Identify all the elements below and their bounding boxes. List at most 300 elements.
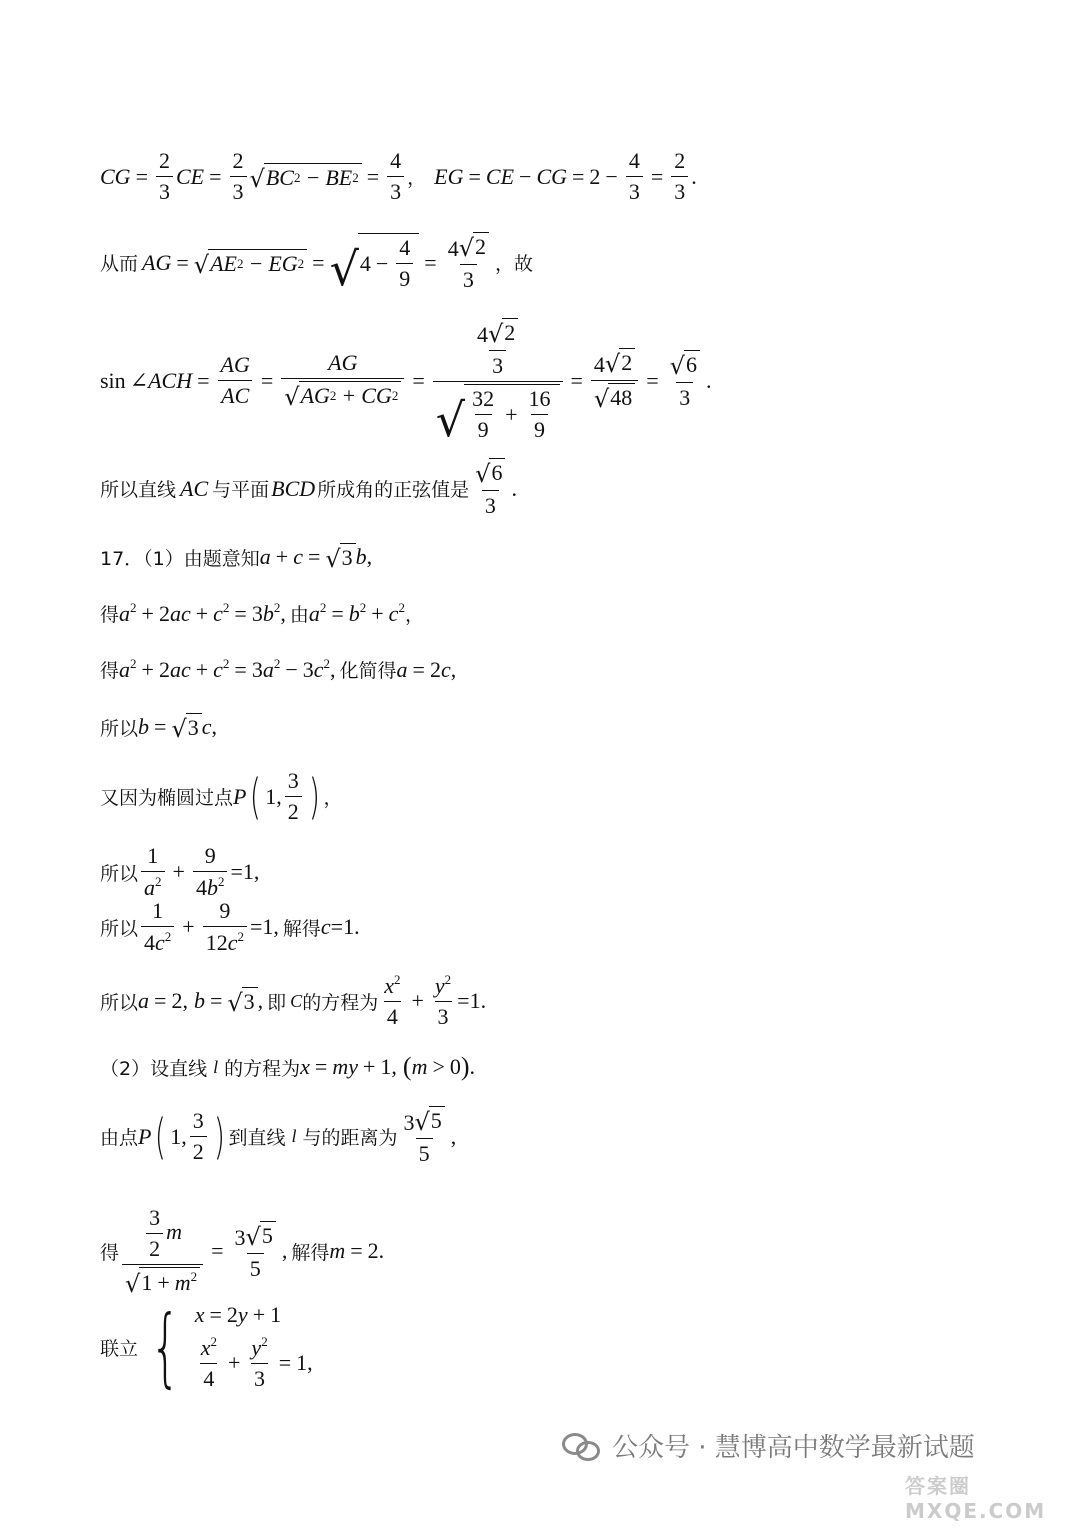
fraction <box>591 348 638 413</box>
expr: $c^2$ <box>213 600 230 626</box>
den: 3 <box>489 350 506 379</box>
sqrt <box>488 318 518 346</box>
sqrt-body: 1 + $m^2$ <box>139 1267 200 1296</box>
op: > <box>432 1054 445 1079</box>
text: 所以 <box>100 991 139 1014</box>
den: $12c^2$ <box>203 926 247 956</box>
text: 的方程为 <box>302 991 379 1014</box>
num: 2 <box>429 656 441 682</box>
op: + <box>172 859 185 884</box>
op: = <box>135 163 148 189</box>
num-4: 4 <box>447 236 459 261</box>
num <box>468 318 527 381</box>
equation-solve-c <box>100 898 360 956</box>
equation-simplify <box>100 656 456 683</box>
sqrt-body: 3 <box>340 543 356 571</box>
num: 4 <box>399 235 411 260</box>
den: 4 <box>384 1001 401 1030</box>
den: 5 <box>416 1138 433 1167</box>
op: = <box>234 600 247 626</box>
op: − <box>519 163 532 189</box>
var-eg: EG <box>268 250 298 276</box>
op: = <box>572 163 585 189</box>
problem-17-part2 <box>100 1052 475 1082</box>
comma: , <box>280 600 286 626</box>
num: AG <box>220 352 250 377</box>
equation-b <box>100 713 217 741</box>
comma: , <box>330 656 336 682</box>
sqrt-body: 2 <box>502 318 518 346</box>
sqrt-body: 5 <box>429 1106 445 1134</box>
comma: , <box>281 1238 288 1263</box>
sqrt <box>329 233 420 296</box>
num: 3 <box>287 768 299 793</box>
op: − <box>285 656 298 682</box>
num: 2 <box>158 656 170 682</box>
fraction <box>203 898 247 956</box>
equation-substitute <box>100 843 259 901</box>
var-l: l <box>291 1126 297 1146</box>
sqrt <box>475 458 505 486</box>
var-be: BE <box>325 164 353 190</box>
op: = <box>650 163 664 189</box>
fraction <box>122 1205 203 1297</box>
comma: ， <box>407 167 427 189</box>
op: = <box>209 988 223 1013</box>
text: 与平面 <box>212 479 270 501</box>
right-paren: ) <box>308 768 320 825</box>
sqrt <box>414 1106 444 1134</box>
text: 即 <box>267 991 287 1014</box>
sqrt <box>670 350 700 378</box>
var-bcd: BCD <box>271 475 316 501</box>
fraction <box>400 1106 447 1167</box>
num: 2 <box>674 148 686 173</box>
text: 由点 <box>100 1127 139 1149</box>
sqrt-body: 2 <box>619 348 635 376</box>
equals-one: =1. <box>457 988 487 1013</box>
op: − <box>248 250 264 276</box>
op: + <box>182 914 195 939</box>
op: = <box>307 544 321 569</box>
radical-sign: √ <box>604 350 621 378</box>
expr: m <box>411 1054 428 1079</box>
text: 从而 <box>100 253 139 275</box>
den: 3 <box>460 264 477 293</box>
text: （2）设直线 <box>100 1057 208 1080</box>
den: $4b^2$ <box>193 871 228 901</box>
den: 3 <box>676 382 693 411</box>
op: + <box>362 1054 376 1079</box>
conclusion-sine <box>100 458 517 519</box>
sin: sin <box>100 367 126 393</box>
distance-condition <box>100 1106 456 1167</box>
num: 2 <box>158 148 170 173</box>
expr: a <box>138 988 150 1013</box>
text: 解得 <box>282 917 321 940</box>
den: 9 <box>475 414 492 443</box>
den: 2 <box>285 796 302 825</box>
op: = <box>260 367 274 393</box>
op: = <box>412 656 425 682</box>
radical-sign: √ <box>193 250 210 279</box>
num: AG <box>328 350 358 375</box>
op: = <box>468 163 481 189</box>
fraction <box>141 843 165 901</box>
watermark <box>562 1427 975 1464</box>
op: + <box>275 544 289 569</box>
system-rows <box>195 1302 313 1392</box>
op: = <box>314 1054 328 1079</box>
var-p: P <box>138 1123 152 1149</box>
den: 3 <box>230 176 247 205</box>
expr: $a^2$ <box>308 600 327 626</box>
fraction <box>387 148 404 205</box>
radical-sign: √ <box>227 989 243 1017</box>
comma: , <box>450 656 457 682</box>
den <box>281 378 404 411</box>
sqrt-body: 2 <box>473 232 489 260</box>
var-cg: CG <box>536 163 567 189</box>
op: + <box>195 656 209 682</box>
exp: 2 <box>391 388 399 403</box>
sqrt <box>435 384 560 447</box>
comma: , <box>257 988 264 1013</box>
num: 1, <box>265 783 282 809</box>
num <box>400 1106 447 1138</box>
paren-group: ( <box>402 1052 412 1081</box>
op: + <box>505 401 518 427</box>
equation-solve-m <box>100 1205 384 1297</box>
expr: $a^2$ <box>119 600 137 626</box>
fraction <box>474 318 521 379</box>
expr: my <box>332 1054 358 1079</box>
system-row-1: x = 2 y + 1 <box>194 1302 282 1327</box>
radical-sign: √ <box>414 1108 430 1136</box>
num: 3 <box>302 656 314 682</box>
equals-one: =1, <box>249 914 279 939</box>
den: 4 <box>200 1363 217 1392</box>
num: 3 √ 5 <box>232 1221 279 1253</box>
num: $y^2$ <box>434 972 452 998</box>
den: $4c^2$ <box>141 926 174 956</box>
text: 所以 <box>100 862 139 885</box>
num: 2 <box>171 988 183 1013</box>
num: 1, <box>170 1123 187 1149</box>
op: + <box>195 600 209 626</box>
num <box>445 232 492 264</box>
sqrt <box>125 1267 200 1296</box>
num: 2 <box>158 600 170 626</box>
watermark-text: 公众号 · 慧博高中数学最新试题 <box>612 1433 975 1463</box>
sqrt <box>194 249 307 277</box>
fraction <box>396 235 413 292</box>
equation-cg-eg <box>100 148 697 205</box>
paren-group: ) <box>460 1052 470 1081</box>
op: = <box>350 1238 363 1263</box>
text: 得 <box>100 604 120 626</box>
period: . <box>378 1238 385 1263</box>
den: 3 <box>387 176 404 205</box>
var-l: l <box>213 1056 219 1077</box>
radical-sign: √ <box>593 385 610 413</box>
radical-sign: √ <box>284 383 300 411</box>
sqrt-body: 5 <box>260 1221 276 1249</box>
fraction <box>146 1205 163 1262</box>
text: 到直线 <box>228 1127 286 1149</box>
den: $a^2$ <box>141 871 165 901</box>
comma: , <box>450 1123 457 1149</box>
var-ag: AG <box>300 383 330 408</box>
num: 3 <box>192 1108 204 1133</box>
text: 得 <box>100 660 120 682</box>
equation-expand <box>100 600 424 627</box>
den: 3 <box>626 176 643 205</box>
num <box>667 350 703 382</box>
period: . <box>691 163 697 189</box>
op: − <box>605 163 618 189</box>
var-eg: EG <box>434 163 464 189</box>
den: AC <box>218 380 252 409</box>
num: 9 <box>219 898 231 923</box>
num: 16 <box>528 386 551 411</box>
num <box>591 348 638 380</box>
fraction <box>472 458 508 519</box>
num: $y^2$ <box>251 1334 268 1360</box>
num <box>140 1205 185 1264</box>
sqrt-body <box>264 163 362 191</box>
fraction <box>671 148 688 205</box>
text: 的方程为 <box>224 1057 301 1080</box>
num: 1 <box>380 1054 392 1079</box>
comma: , <box>211 714 217 739</box>
equation-sin <box>100 318 712 447</box>
num <box>474 318 521 350</box>
angle-ach: ∠ACH <box>129 367 193 393</box>
num: 3 <box>251 656 263 682</box>
text: 与的距离为 <box>302 1127 398 1149</box>
fraction <box>198 1334 220 1392</box>
op: = <box>234 656 247 682</box>
var-bc: BC <box>265 164 294 190</box>
comma: , <box>366 544 373 569</box>
equals-one: =1. <box>330 914 360 939</box>
num: 4 <box>390 148 402 173</box>
var-cg: CG <box>100 163 131 189</box>
op: + <box>341 383 357 408</box>
period: . <box>469 1054 476 1079</box>
op: = <box>412 367 425 393</box>
comma: ， <box>404 604 424 626</box>
sqrt <box>594 383 635 411</box>
sqrt-body <box>358 233 419 292</box>
left-paren: ( <box>155 1108 167 1165</box>
expr: c <box>440 656 451 682</box>
var-a: a <box>259 544 271 569</box>
op: = <box>646 367 659 393</box>
equation-ag <box>100 232 534 296</box>
var-c: C <box>290 990 303 1011</box>
sqrt <box>250 163 362 191</box>
den: 3 <box>251 1363 268 1392</box>
expr: $a^2$ <box>119 656 137 682</box>
var-p: P <box>233 783 247 809</box>
op: = <box>176 249 189 275</box>
radical-sign: √ <box>487 320 504 348</box>
radical-sign: √ <box>475 460 491 488</box>
op: − <box>375 250 389 276</box>
den: 9 <box>531 414 548 443</box>
system-row-2: $\frac{x^2}{4}$ + $\frac{y^2}{3}$ = 1 , <box>195 1334 313 1392</box>
right-paren: ) <box>213 1108 225 1165</box>
sqrt-body: 6 <box>684 350 700 378</box>
expr: $b^2$ <box>348 600 367 626</box>
fraction <box>218 352 253 409</box>
radical-sign: √ <box>245 1222 261 1251</box>
expr: b <box>138 714 150 739</box>
comma: , <box>307 1350 313 1375</box>
comma: , <box>182 988 188 1013</box>
exp: 2 <box>297 255 305 271</box>
fraction <box>667 350 703 411</box>
brand-logo: 答案圈 MXQE.COM <box>905 1474 1047 1523</box>
comma: , <box>391 1054 397 1079</box>
comma: ， <box>323 787 343 809</box>
op: = <box>197 367 210 393</box>
fraction <box>285 768 302 825</box>
text: 解得 <box>291 1241 330 1264</box>
den: 5 <box>247 1253 264 1282</box>
expr: ac <box>169 656 191 682</box>
ellipse-equation <box>100 972 486 1030</box>
den: 2 <box>146 1233 163 1262</box>
text: 所以 <box>100 717 139 740</box>
op: + <box>411 988 424 1013</box>
fraction <box>230 148 247 205</box>
op: − <box>305 164 321 190</box>
fraction <box>433 318 563 447</box>
radical-sign: √ <box>171 715 187 743</box>
num: 1 <box>152 898 164 923</box>
num: 4 <box>628 148 640 173</box>
op: + <box>141 600 154 626</box>
fraction <box>193 843 228 901</box>
op: + <box>141 656 154 682</box>
den: 9 <box>396 263 413 292</box>
sqrt-body: 3 <box>186 713 202 741</box>
exp: 2 <box>293 169 301 185</box>
expr: m <box>329 1238 346 1263</box>
expr: x <box>300 1054 310 1079</box>
exp: 2 <box>352 169 359 185</box>
wechat-icon <box>562 1431 602 1461</box>
op: = <box>154 988 167 1013</box>
radical-sign: √ <box>458 234 475 262</box>
num: 2 <box>232 148 244 173</box>
var-ag: AG <box>142 249 172 275</box>
sqrt <box>459 232 489 260</box>
fraction <box>248 1334 270 1392</box>
var-ce: CE <box>175 163 205 189</box>
fraction <box>190 1108 207 1165</box>
var-b: b <box>355 544 367 569</box>
den: 3 <box>435 1001 452 1030</box>
expr: c <box>320 914 331 939</box>
sqrt <box>246 1221 276 1249</box>
op: = <box>312 249 325 275</box>
exp: 2 <box>329 388 337 403</box>
sqrt-body <box>299 381 402 409</box>
sqrt <box>171 713 201 741</box>
op: = <box>424 249 437 275</box>
op: = <box>331 600 344 626</box>
num: 1 <box>147 843 159 868</box>
expr: $a^2$ <box>262 656 281 682</box>
exp: 2 <box>236 255 244 271</box>
sqrt <box>227 987 257 1015</box>
sqrt-body <box>464 384 559 443</box>
den: 3 <box>482 490 499 519</box>
num: 32 <box>472 386 495 411</box>
text: 化简得 <box>339 660 397 682</box>
text: ，故 <box>495 253 534 275</box>
op: = <box>570 367 583 393</box>
left-brace: { <box>150 1297 181 1397</box>
den <box>591 380 638 413</box>
fraction <box>469 386 497 443</box>
text: 所成角的正弦值是 <box>317 479 470 501</box>
radical-sign: √ <box>249 164 265 193</box>
text: 所以直线 <box>100 479 177 501</box>
problem-17-part1 <box>100 543 372 571</box>
sqrt <box>284 381 401 409</box>
den: 3 <box>671 176 688 205</box>
radical-sign: √ <box>669 352 685 380</box>
sqrt-body: 3 <box>242 987 258 1015</box>
num-4: 4 <box>359 250 371 276</box>
expr: $c^2$ <box>213 656 230 682</box>
sqrt-body <box>208 249 307 277</box>
op: + <box>371 600 384 626</box>
sqrt <box>605 348 635 376</box>
period: . <box>511 475 517 501</box>
radical-sign: √ <box>329 242 359 296</box>
num: 9 <box>204 843 216 868</box>
var-cg: CG <box>361 383 392 408</box>
den <box>122 1264 203 1297</box>
sqrt-body: 48 <box>608 383 635 411</box>
num-4: 4 <box>476 322 488 347</box>
var-ac: AC <box>180 475 209 501</box>
sqrt-body: 6 <box>489 458 505 486</box>
expr: $c^2$ <box>313 656 330 682</box>
den <box>433 381 563 447</box>
text: 得 <box>100 1241 120 1264</box>
num: $x^2$ <box>200 1334 217 1360</box>
text: 所以 <box>100 917 139 940</box>
den: 3 <box>156 176 173 205</box>
text: 又因为椭圆过点 <box>100 787 234 809</box>
expr: ac <box>169 600 191 626</box>
op: = <box>209 163 222 189</box>
num-2: 2 <box>589 163 601 189</box>
den: 2 <box>190 1136 207 1165</box>
var-ce: CE <box>485 163 515 189</box>
expr: $c^2$ <box>388 600 405 626</box>
expr: c <box>201 714 212 739</box>
num: 3 <box>251 600 263 626</box>
var-ae: AE <box>210 250 237 276</box>
